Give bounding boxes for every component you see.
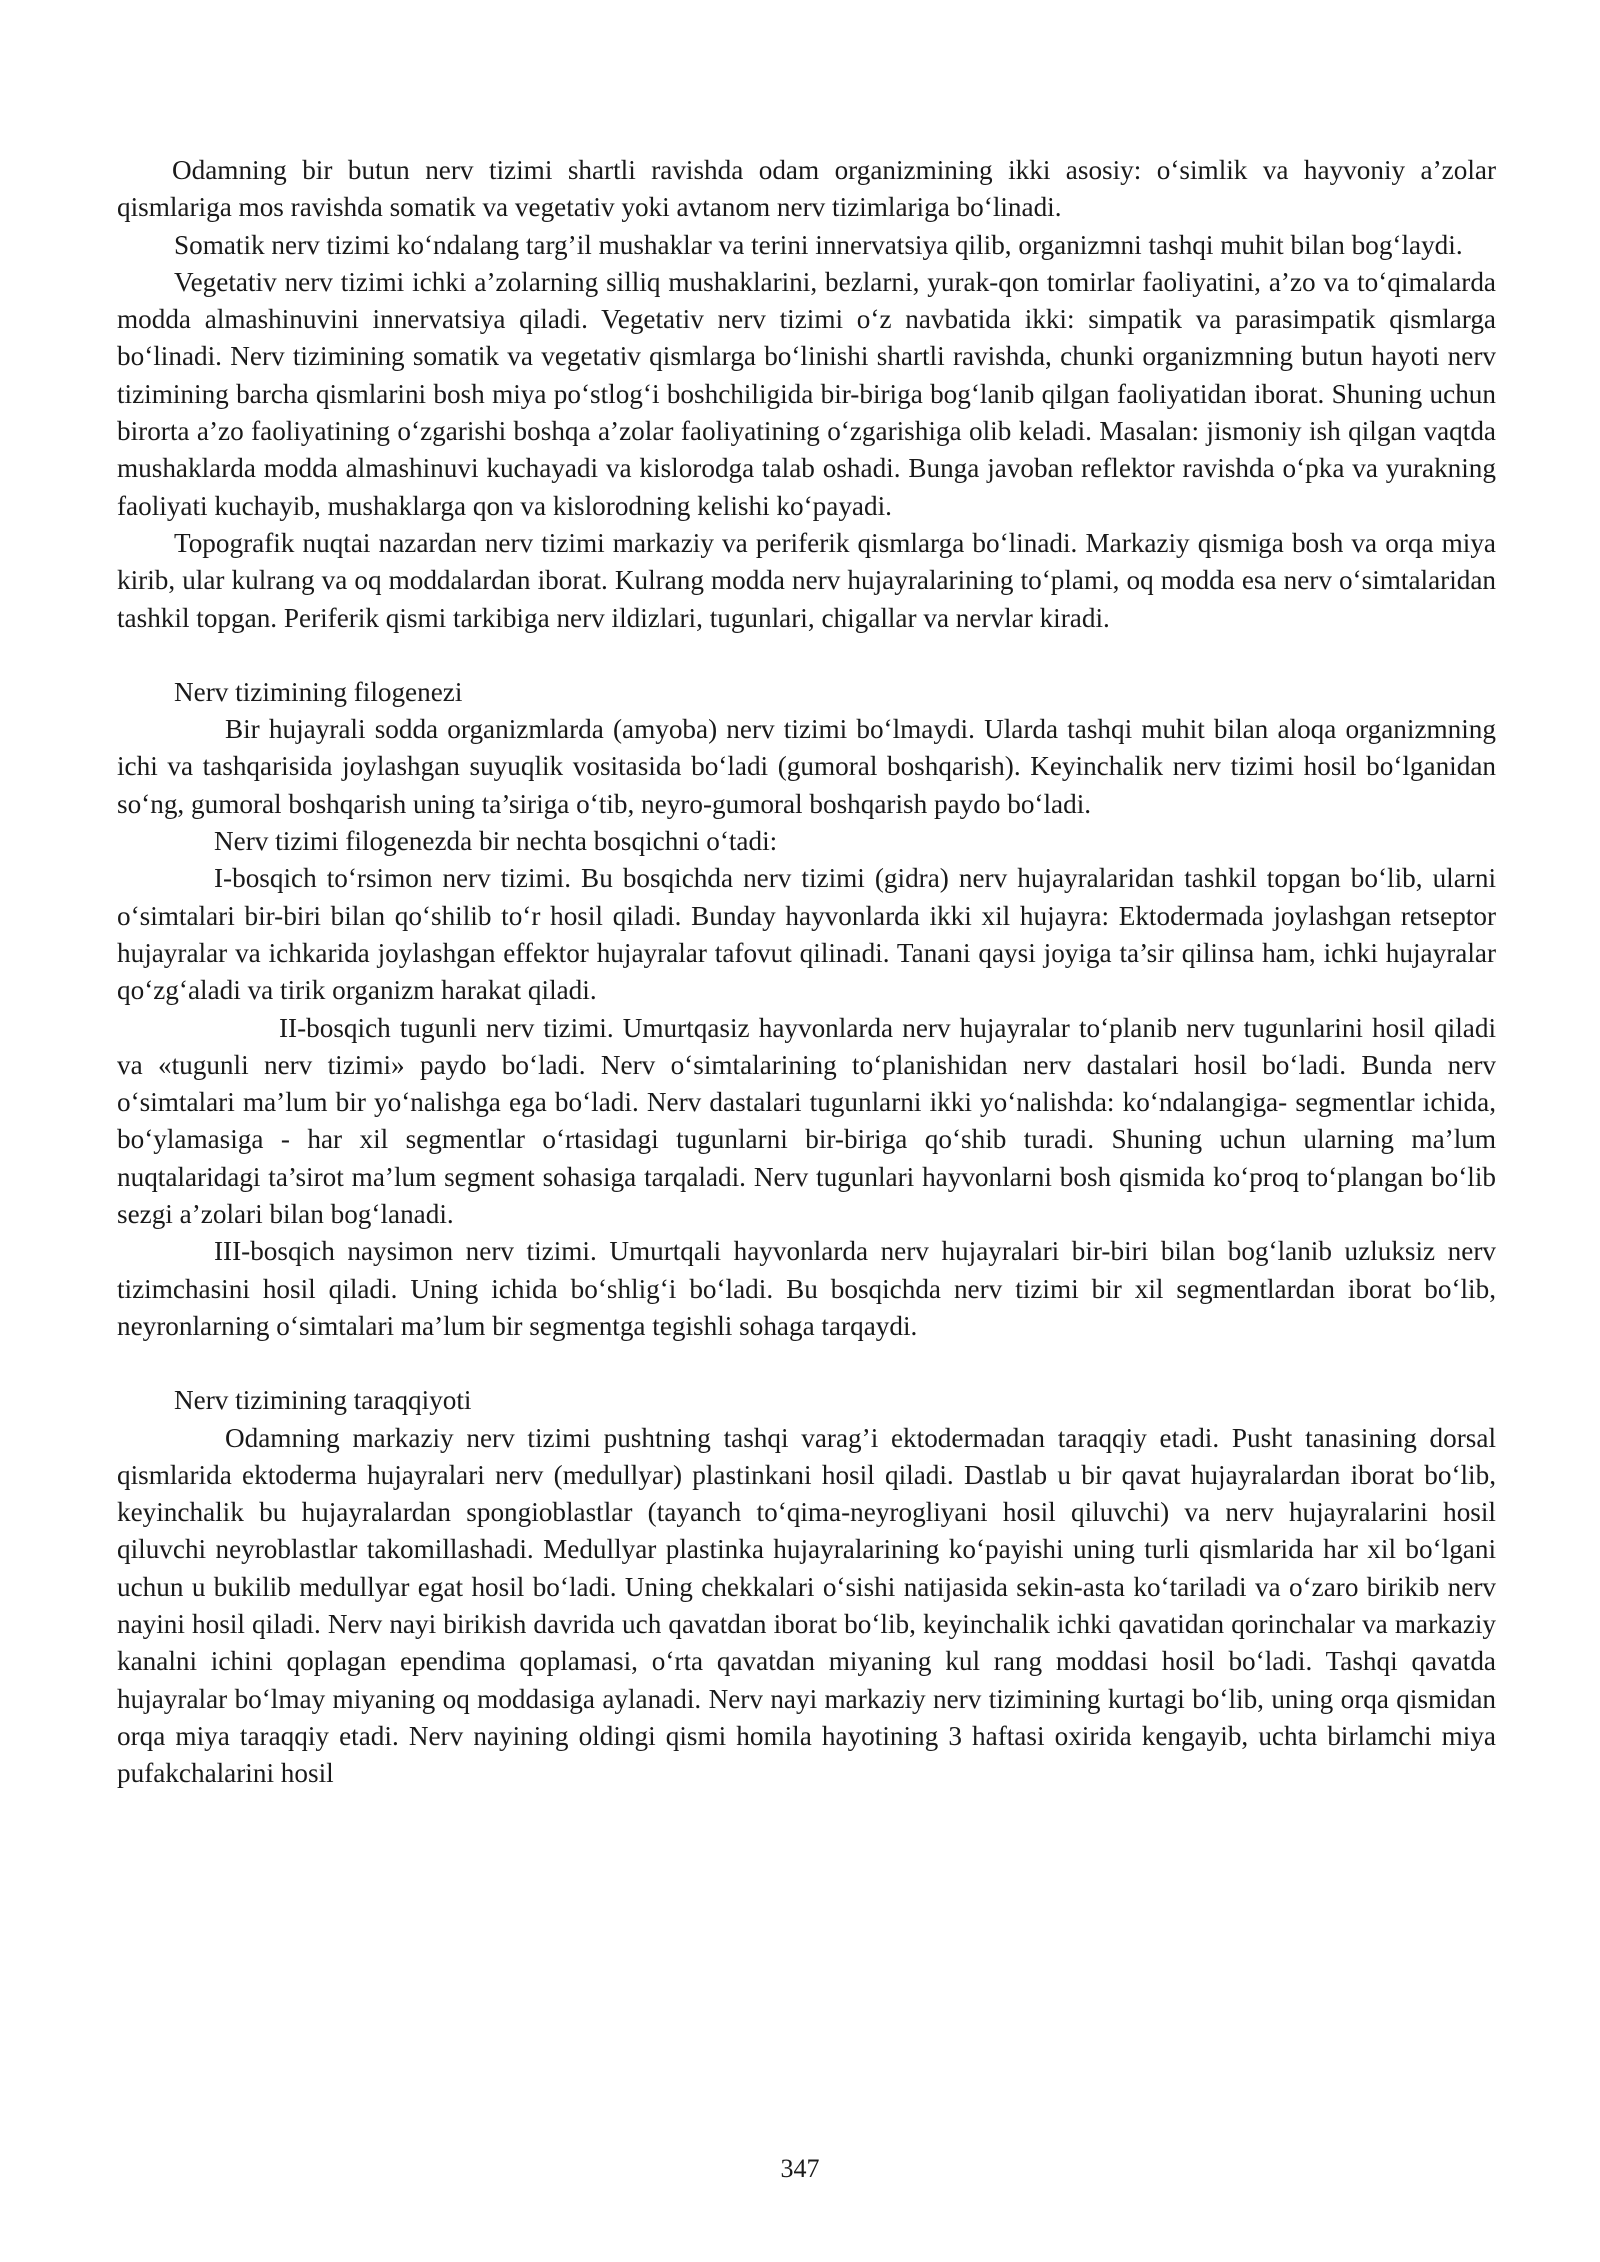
paragraph-topographic: Topografik nuqtai nazardan nerv tizimi markaziy va periferik qismlarga bo‘linadi. Markaziy qismiga bosh va orqa miya kirib, ular kulrang va oq moddalardan iborat. Kulrang modda nerv hujayralarining to‘plami, oq modda esa nerv o‘simtalaridan tashkil topgan. Periferik qismi tarkibiga nerv ildizlari, tugunlari, chigallar va nervlar kiradi. bbox=[117, 527, 1496, 633]
paragraph-stage-3: III-bosqich naysimon nerv tizimi. Umurtqali hayvonlarda nerv hujayralari bir-biri bilan bog‘lanib uzluksiz nerv tizimchasini hosil qiladi. Uning ichida bo‘shlig‘i bo‘ladi. Bu bosqichda nerv tizimi bir xil segmentlardan iborat bo‘lib, neyronlarning o‘simtalari ma’lum bir segmentga tegishli sohaga tarqaydi. bbox=[117, 1236, 1496, 1341]
paragraph-stage-2: II-bosqich tugunli nerv tizimi. Umurtqasiz hayvonlarda nerv hujayralar to‘planib nerv tugunlarini hosil qiladi va «tugunli nerv tizimi» paydo bo‘ladi. Nerv o‘simtalarining to‘planishidan nerv dastalari hosil bo‘ladi. Bunda nerv o‘simtalari ma’lum bir yo‘nalishga ega bo‘ladi. Nerv dastalari tugunlarni ikki yo‘nalishda: ko‘ndalangiga- segmentlar ichida, bo‘ylamasiga - har xil segmentlar o‘rtasidagi tugunlarni bir-biriga qo‘shib turadi. Shuning uchun ularning ma’lum nuqtalaridagi ta’sirot ma’lum segment sohasiga tarqaladi. Nerv tugunlari hayvonlarni bosh qismida ko‘proq to‘plangan bo‘lib sezgi a’zolari bilan bog‘lanadi. bbox=[117, 1012, 1496, 1230]
section-gap bbox=[117, 637, 1496, 674]
heading-development: Nerv tizimining taraqqiyoti bbox=[174, 1385, 472, 1416]
paragraph-development: Odamning markaziy nerv tizimi pushtning tashqi varag’i ektodermadan taraqqiy etadi. Pusht tanasining dorsal qismlarida ektoderma hujayralari nerv (medullyar) plastinkani hosil qiladi. Dastlab u bir qavat hujayralardan iborat bo‘lib, keyinchalik bu hujayralardan spongioblastlar (tayanch to‘qima-neyrogliyani hosil qiluvchi) va nerv hujayralarini hosil qiluvchi neyroblastlar takomillashadi. Medullyar plastinka hujayralarining ko‘payishi uning turli qismlarida har xil bo‘lgani uchun u bukilib medullyar egat hosil bo‘ladi. Uning chekkalari o‘sishi natijasida sekin-asta ko‘tariladi va o‘zaro birikib nerv nayini hosil qiladi. Nerv nayi birikish davrida uch qavatdan iborat bo‘lib, keyinchalik ichki qavatidan qorinchalar va markaziy kanalni ichini qoplagan ependima qoplamasi, o‘rta qavatdan miyaning kul rang moddasi hosil bo‘ladi. Tashqi qavatda hujayralar bo‘lmay miyaning oq moddasiga aylanadi. Nerv nayi markaziy nerv tizimining kurtagi bo‘lib, uning orqa qismidan orqa miya taraqqiy etadi. Nerv nayining oldingi qismi homila hayotining 3 haftasi oxirida kengayib, uchta birlamchi miya pufakchalarini hosil bbox=[117, 1422, 1496, 1789]
document-body bbox=[117, 152, 1496, 1792]
paragraph-stage-1: I-bosqich to‘rsimon nerv tizimi. Bu bosqichda nerv tizimi (gidra) nerv hujayralaridan tashkil topgan bo‘lib, ularni o‘simtalari bir-biri bilan qo‘shilib to‘r hosil qiladi. Bunday hayvonlarda ikki xil hujayra: Ektodermada joylashgan retseptor hujayralar va ichkarida joylashgan effektor hujayralar tafovut qilinadi. Tanani qaysi joyiga ta’sir qilinsa ham, ichki hujayralar qo‘zg‘aladi va tirik organizm harakat qiladi. bbox=[117, 863, 1496, 1006]
section-gap bbox=[117, 1345, 1496, 1382]
paragraph-stages-intro: Nerv tizimi filogenezda bir nechta bosqichni o‘tadi: bbox=[214, 826, 778, 857]
page-number: 347 bbox=[780, 2154, 820, 2183]
heading-phylogeny: Nerv tizimining filogenezi bbox=[174, 676, 463, 707]
paragraph-intro: Odamning bir butun nerv tizimi shartli ravishda odam organizmining ikki asosiy: o‘simlik va hayvoniy a’zolar qismlariga mos ravishda somatik va vegetativ yoki avtanom nerv tizimlariga bo‘linadi. bbox=[117, 155, 1496, 223]
paragraph-somatic: Somatik nerv tizimi ko‘ndalang targ’il mushaklar va terini innervatsiya qilib, organizmni tashqi muhit bilan bog‘laydi. bbox=[174, 229, 1463, 260]
paragraph-unicellular: Bir hujayrali sodda organizmlarda (amyoba) nerv tizimi bo‘lmaydi. Ularda tashqi muhit bilan aloqa organizmning ichi va tashqarisida joylashgan suyuqlik vositasida bo‘ladi (gumoral boshqarish). Keyinchalik nerv tizimi hosil bo‘lganidan so‘ng, gumoral boshqarish uning ta’siriga o‘tib, neyro-gumoral boshqarish paydo bo‘ladi. bbox=[117, 714, 1496, 819]
paragraph-vegetative: Vegetativ nerv tizimi ichki a’zolarning silliq mushaklarini, bezlarni, yurak-qon tomirlar faoliyatini, a’zo va to‘qimalarda modda almashinuvini innervatsiya qiladi. Vegetativ nerv tizimi o‘z navbatida ikki: simpatik va parasimpatik qismlarga bo‘linadi. Nerv tizimining somatik va vegetativ qismlarga bo‘linishi shartli ravishda, chunki organizmning butun hayoti nerv tizimining barcha qismlarini bosh miya po‘stlog‘i boshchiligida bir-biriga bog‘lanib qilgan faoliyatidan iborat. Shuning uchun birorta a’zo faoliyatining o‘zgarishi boshqa a’zolar faoliyatining o‘zgarishiga olib keladi. Masalan: jismoniy ish qilgan vaqtda mushaklarda modda almashinuvi kuchayadi va kislorodga talab oshadi. Bunga javoban reflektor ravishda o‘pka va yurakning faoliyati kuchayib, mushaklarga qon va kislorodning kelishi ko‘payadi. bbox=[117, 266, 1496, 521]
